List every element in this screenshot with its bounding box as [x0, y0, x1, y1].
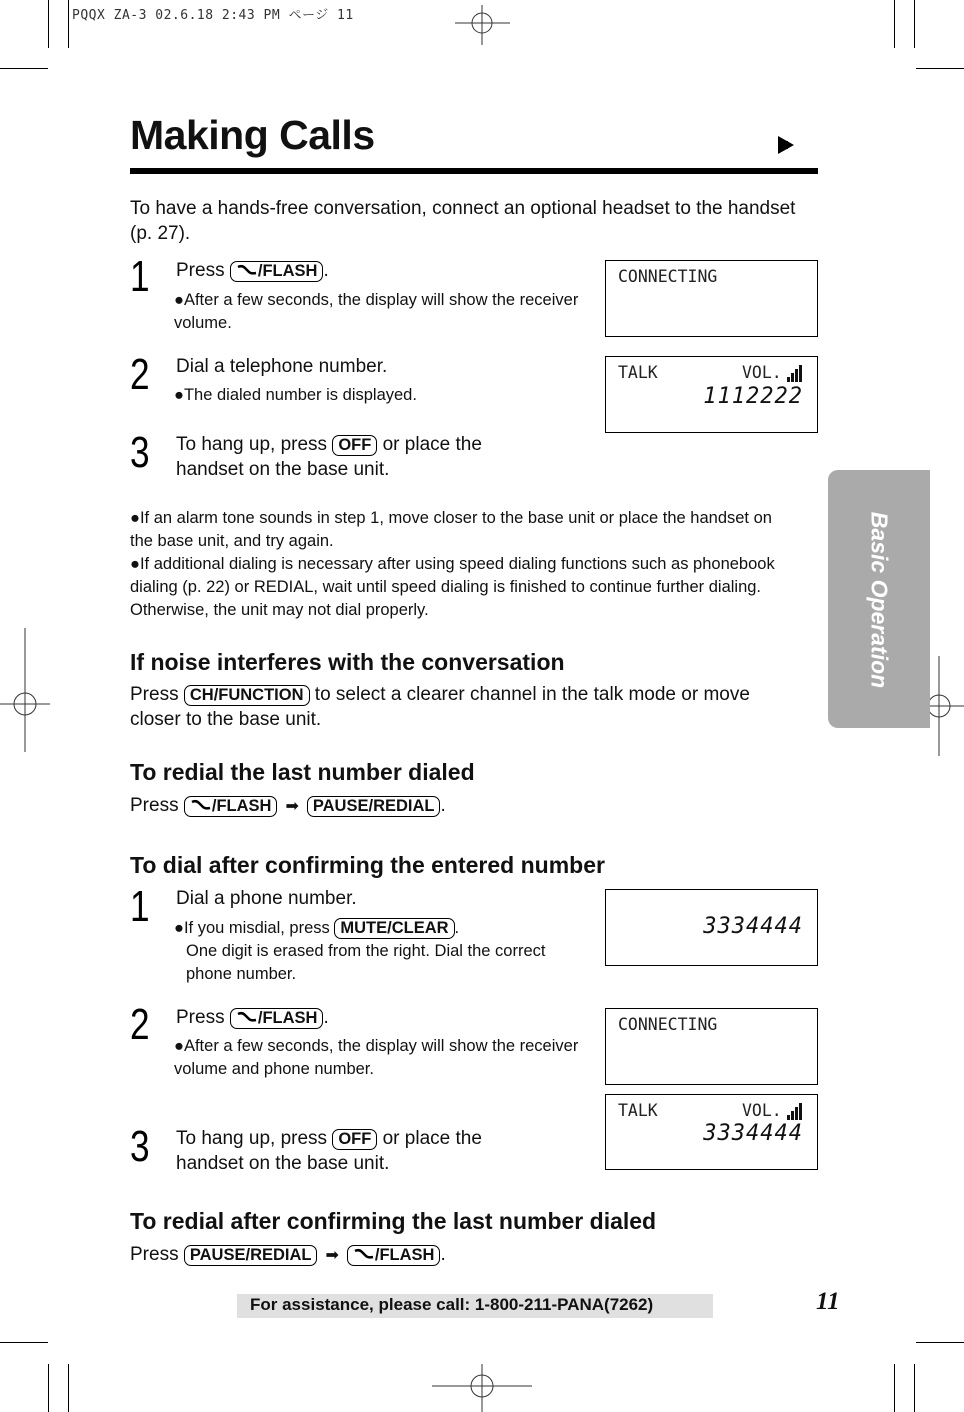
note-text: If an alarm tone sounds in step 1, move closer to the base unit or place the handset on the base unit, and try again.	[130, 509, 772, 550]
crop-mark	[0, 68, 48, 69]
bullet-text: .	[454, 919, 460, 937]
lcd-display-talk	[605, 1094, 818, 1170]
noise-text	[130, 682, 790, 732]
confirm-step-1-bullet: ●If you misdial, press MUTE/CLEAR . One digit is erased from the right. Dial the correct phone number.	[174, 917, 564, 986]
step-text: Press	[176, 260, 225, 281]
note-2: ●If additional dialing is necessary after using speed dialing functions such as phonebook dialing (p. 22) or REDIAL, wait until speed dialing is finished to continue further dialing. Otherwise, the unit may not dial properly.	[130, 555, 775, 619]
crop-mark	[914, 1364, 915, 1412]
phone-handset-icon	[236, 1011, 258, 1023]
pause-redial-key: PAUSE/REDIAL	[184, 1245, 318, 1266]
step-number: 2	[130, 350, 150, 399]
lcd-number: 3334444	[703, 1121, 803, 1146]
lcd-line: TALK	[618, 1101, 658, 1120]
redial-heading: To redial the last number dialed	[130, 759, 475, 785]
title-rule	[130, 168, 818, 174]
phone-handset-icon	[353, 1248, 375, 1260]
crop-mark	[894, 1364, 895, 1412]
print-header: PQQX ZA-3 02.6.18 2:43 PM ページ 11	[72, 8, 354, 23]
lcd-number: 1112222	[703, 384, 803, 409]
noise-text-part: to select a clearer channel in the talk mode or move closer to the base unit.	[130, 684, 750, 730]
step-number: 3	[130, 1122, 150, 1171]
talk-flash-key	[230, 1008, 324, 1029]
step-number: 2	[130, 1000, 150, 1049]
lcd-display-connecting	[605, 260, 818, 337]
lcd-line: TALK	[618, 363, 658, 382]
crop-mark	[48, 1364, 49, 1412]
phone-handset-icon	[236, 264, 258, 276]
note-text: If additional dialing is necessary after using speed dialing functions such as phonebook dialing (p. 22) or REDIAL, wait until speed dialing is finished to continue further dialing. Otherwise, the unit may not dial properly.	[130, 555, 775, 619]
redial-confirm-text: Press PAUSE/REDIAL ➡ /FLASH .	[130, 1242, 790, 1268]
volume-bars-icon	[786, 1101, 802, 1120]
redial-text-part: Press	[130, 1244, 179, 1265]
ch-function-key: CH/FUNCTION	[184, 685, 310, 706]
side-tab-label: Basic Operation	[866, 511, 893, 689]
lcd-vol-label: VOL.	[742, 363, 782, 382]
pause-redial-key: PAUSE/REDIAL	[307, 796, 441, 817]
redial-text: Press /FLASH ➡ PAUSE/REDIAL .	[130, 793, 790, 819]
registration-mark-bottom	[432, 1364, 532, 1412]
note-1: ●If an alarm tone sounds in step 1, move closer to the base unit or place the handset on the base unit, and try again.	[130, 509, 772, 550]
step-text: or place the handset on the base unit.	[176, 434, 482, 480]
talk-flash-key	[184, 796, 278, 817]
step-3-text	[176, 432, 536, 482]
key-label: /FLASH	[257, 1009, 318, 1027]
crop-mark	[0, 1342, 48, 1343]
confirm-step-2-bullet: ●After a few seconds, the display will show the receiver volume and phone number.	[174, 1037, 579, 1078]
step-number: 3	[130, 428, 150, 477]
lcd-display-talk	[605, 356, 818, 433]
intro-text: To have a hands-free conversation, connect an optional headset to the handset (p. 27).	[130, 198, 796, 244]
noise-heading: If noise interferes with the conversation	[130, 649, 565, 675]
crop-mark	[916, 68, 964, 69]
page-title: Making Calls	[130, 112, 375, 158]
key-label: /FLASH	[211, 797, 272, 815]
mute-clear-key: MUTE/CLEAR	[334, 918, 454, 939]
bullet-text: If you misdial, press	[183, 919, 330, 937]
lcd-vol-label: VOL.	[742, 1101, 782, 1120]
right-arrow-icon: ➡	[325, 1247, 339, 1264]
talk-flash-key	[347, 1245, 441, 1266]
bullet-text: One digit is erased from the right. Dial the correct phone number.	[186, 942, 546, 983]
step-text: .	[323, 260, 329, 281]
page-number: 11	[816, 1288, 840, 1315]
redial-text-part: Press	[130, 795, 179, 816]
confirm-heading: To dial after confirming the entered number	[130, 852, 605, 878]
step-2-text: Dial a telephone number.	[176, 356, 388, 377]
talk-flash-key	[230, 261, 324, 282]
step-number: 1	[130, 882, 150, 931]
lcd-display-connecting	[605, 1008, 818, 1085]
crop-mark	[914, 0, 915, 48]
off-key: OFF	[332, 1129, 377, 1150]
bullet-text: The dialed number is displayed.	[183, 386, 417, 404]
lcd-line: CONNECTING	[618, 1015, 718, 1034]
step-text: To hang up, press	[176, 1128, 328, 1149]
continue-arrow-icon	[778, 132, 804, 158]
step-1-bullet: ●After a few seconds, the display will show the receiver volume.	[174, 291, 579, 332]
assistance-footer: For assistance, please call: 1-800-211-PANA(7262)	[250, 1295, 654, 1314]
key-label: /FLASH	[257, 262, 318, 280]
key-label: /FLASH	[374, 1246, 435, 1264]
redial-confirm-heading: To redial after confirming the last number dialed	[130, 1208, 657, 1234]
crop-mark	[916, 1342, 964, 1343]
right-arrow-icon: ➡	[285, 798, 299, 815]
crop-mark	[48, 0, 49, 48]
bullet-text: After a few seconds, the display will show the receiver volume.	[174, 291, 579, 332]
confirm-step-1-text: Dial a phone number.	[176, 888, 357, 909]
phone-handset-icon	[190, 799, 212, 811]
noise-text-part: Press	[130, 684, 179, 705]
step-2-bullet: ●The dialed number is displayed.	[174, 386, 417, 404]
crop-mark	[68, 1364, 69, 1412]
confirm-step-3-text	[176, 1126, 536, 1176]
lcd-line: CONNECTING	[618, 267, 718, 286]
registration-mark-left	[0, 628, 50, 752]
off-key: OFF	[332, 435, 377, 456]
registration-mark-top	[455, 5, 510, 45]
step-1-text	[176, 258, 586, 283]
step-text: To hang up, press	[176, 434, 328, 455]
confirm-step-2-text	[176, 1005, 586, 1030]
step-text: .	[323, 1007, 329, 1028]
crop-mark	[68, 0, 69, 48]
crop-mark	[894, 0, 895, 48]
step-text: Press	[176, 1007, 225, 1028]
bullet-text: After a few seconds, the display will show the receiver volume and phone number.	[174, 1037, 579, 1078]
volume-bars-icon	[786, 363, 802, 382]
step-number: 1	[130, 252, 150, 301]
lcd-display-number	[605, 889, 818, 966]
lcd-number: 3334444	[703, 914, 803, 939]
step-text: or place the handset on the base unit.	[176, 1128, 482, 1174]
